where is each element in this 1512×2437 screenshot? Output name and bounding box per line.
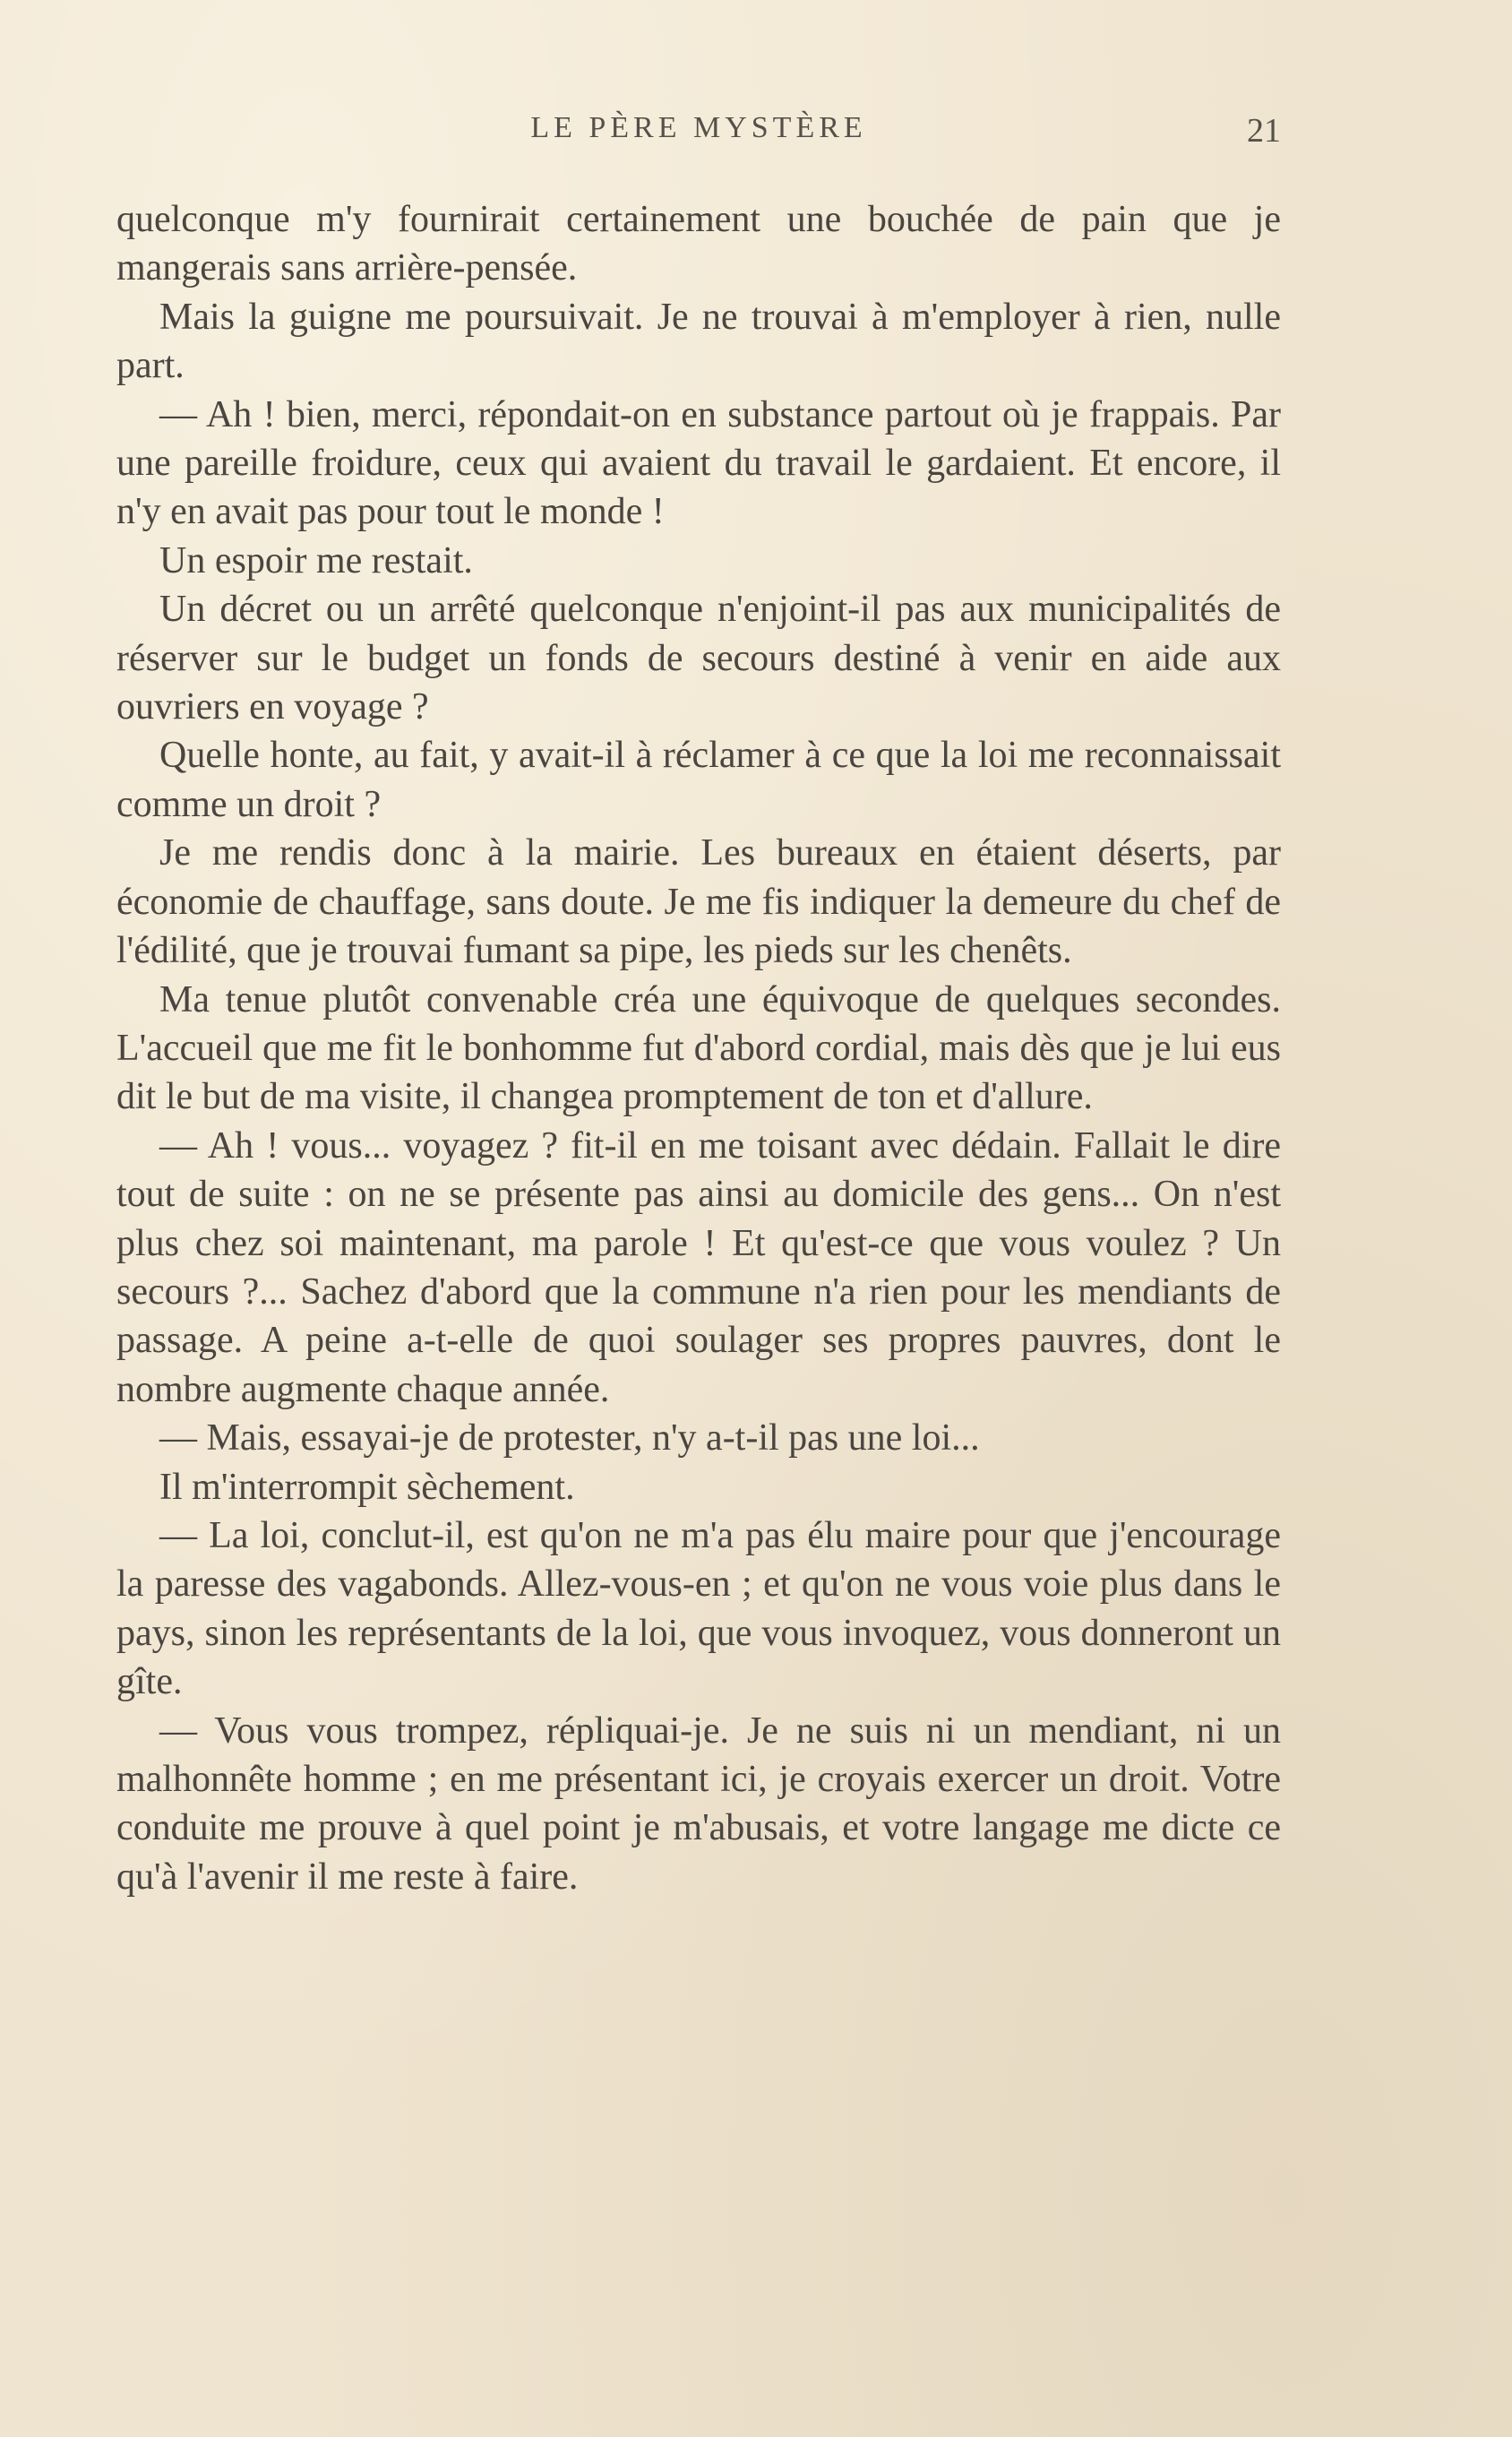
paragraph: Il m'interrompit sèchement. xyxy=(159,1466,575,1508)
running-title: LE PÈRE MYSTÈRE xyxy=(530,111,867,144)
paragraph-dialogue: — Ah ! vous... voyagez ? fit-il en me toisant avec dédain. Fallait le dire tout de suite : on ne se présente pas ainsi au domicile des gens... On n'est plus chez soi maintenant, ma parole ! Et qu'est-ce que vous voulez ? Un secours ?... Sachez d'abord que la commune n'a rien pour les mendiants de passage. A peine a-t-elle de quoi soulager ses propres pauvres, dont le nombre augmente chaque année. xyxy=(116,1124,1281,1410)
paragraph: Un décret ou un arrêté quelconque n'enjoint-il pas aux municipalités de réserver sur le budget un fonds de secours destiné à venir en aide aux ouvriers en voyage ? xyxy=(116,589,1281,728)
page-number: 21 xyxy=(1247,112,1281,150)
paragraph-dialogue: — Mais, essayai-je de protester, n'y a-t-il pas une loi... xyxy=(159,1417,980,1460)
paragraph: Ma tenue plutôt convenable créa une équivoque de quelques secondes. L'accueil que me fit le bonhomme fut d'abord cordial, mais dès que je lui eus dit le but de ma visite, il changea promptement de ton et d'allure. xyxy=(116,978,1281,1118)
paragraph-continuation: quelconque m'y fournirait certainement une bouchée de pain que je mangerais sans arrière-pensée. xyxy=(116,199,1281,289)
paragraph: Quelle honte, au fait, y avait-il à réclamer à ce que la loi me reconnaissait comme un droit ? xyxy=(116,735,1281,825)
paragraph: Un espoir me restait. xyxy=(159,539,473,581)
paragraph: — Ah ! bien, merci, répondait-on en substance partout où je frappais. Par une pareille froidure, ceux qui avaient du travail le gardaient. Et encore, il n'y en avait pas pour tout le monde ! xyxy=(116,393,1281,533)
paragraph-dialogue: — La loi, conclut-il, est qu'on ne m'a pas élu maire pour que j'encourage la paresse des vagabonds. Allez-vous-en ; et qu'on ne vous voie plus dans le pays, sinon les représentants de la loi, que vous invoquez, vous donneront un gîte. xyxy=(116,1514,1281,1703)
paragraph-dialogue: — Vous vous trompez, répliquai-je. Je ne suis ni un mendiant, ni un malhonnête homme ; en me présentant ici, je croyais exercer un droit. Votre conduite me prouve à quel point je m'abusais, et votre langage me dicte ce qu'à l'avenir il me reste à faire. xyxy=(116,1709,1281,1898)
body-text xyxy=(116,195,1281,1901)
paragraph: Je me rendis donc à la mairie. Les bureaux en étaient déserts, par économie de chauffage, sans doute. Je me fis indiquer la demeure du chef de l'édilité, que je trouvai fumant sa pipe, les pieds sur les chenêts. xyxy=(116,832,1281,972)
paragraph: Mais la guigne me poursuivait. Je ne trouvai à m'employer à rien, nulle part. xyxy=(116,296,1281,387)
running-head xyxy=(116,111,1281,156)
